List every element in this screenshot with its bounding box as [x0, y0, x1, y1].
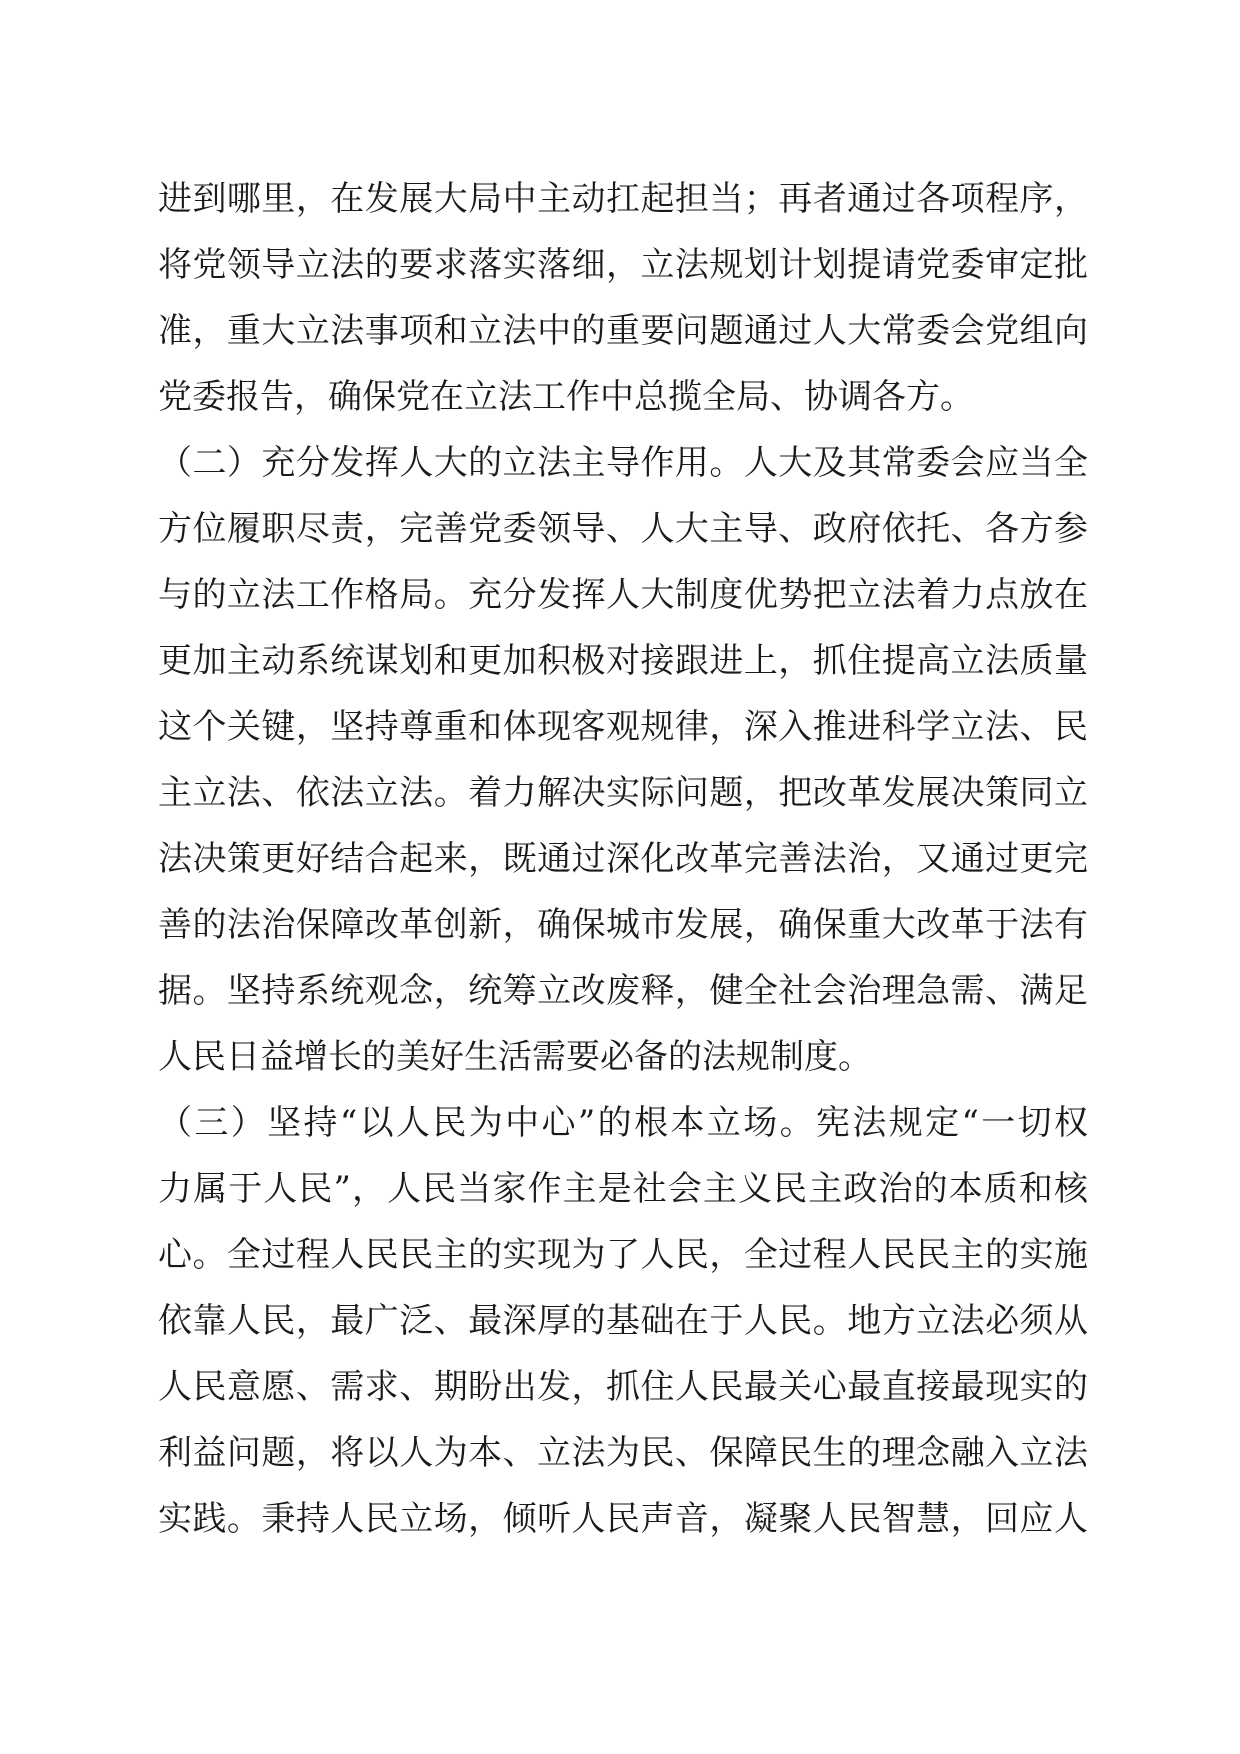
text-line: 善的法治保障改革创新，确保城市发展，确保重大改革于法有: [158, 905, 1088, 945]
text-line: 进到哪里，在发展大局中主动扛起担当；再者通过各项程序，: [158, 179, 1088, 219]
text-line: 心。全过程人民民主的实现为了人民，全过程人民民主的实施: [158, 1235, 1088, 1275]
text-line: 将党领导立法的要求落实落细，立法规划计划提请党委审定批: [158, 245, 1088, 285]
document-body: [158, 166, 1088, 1552]
text-line: 与的立法工作格局。充分发挥人大制度优势把立法着力点放在: [158, 575, 1088, 615]
text-line: 法决策更好结合起来，既通过深化改革完善法治，又通过更完: [158, 839, 1088, 879]
text-line: 人民意愿、需求、期盼出发，抓住人民最关心最直接最现实的: [158, 1367, 1088, 1407]
text-line: 更加主动系统谋划和更加积极对接跟进上，抓住提高立法质量: [158, 641, 1088, 681]
text-line: 党委报告，确保党在立法工作中总揽全局、协调各方。: [158, 377, 974, 417]
text-line: 方位履职尽责，完善党委领导、人大主导、政府依托、各方参: [158, 509, 1088, 549]
text-line: 主立法、依法立法。着力解决实际问题，把改革发展决策同立: [158, 773, 1088, 813]
text-line: 这个关键，坚持尊重和体现客观规律，深入推进科学立法、民: [158, 707, 1088, 747]
text-line: 依靠人民，最广泛、最深厚的基础在于人民。地方立法必须从: [158, 1301, 1088, 1341]
text-line: 据。坚持系统观念，统筹立改废释，健全社会治理急需、满足: [158, 971, 1088, 1011]
text-line: 力属于人民”，人民当家作主是社会主义民主政治的本质和核: [158, 1169, 1088, 1209]
text-line: （三）坚持“以人民为中心”的根本立场。宪法规定“一切权: [158, 1103, 1088, 1143]
text-line: 利益问题，将以人为本、立法为民、保障民生的理念融入立法: [158, 1433, 1088, 1473]
text-line: 实践。秉持人民立场，倾听人民声音，凝聚人民智慧，回应人: [158, 1499, 1088, 1539]
text-line: （二）充分发挥人大的立法主导作用。人大及其常委会应当全: [158, 443, 1088, 483]
text-line: 准，重大立法事项和立法中的重要问题通过人大常委会党组向: [158, 311, 1088, 351]
text-line: 人民日益增长的美好生活需要必备的法规制度。: [158, 1037, 872, 1077]
